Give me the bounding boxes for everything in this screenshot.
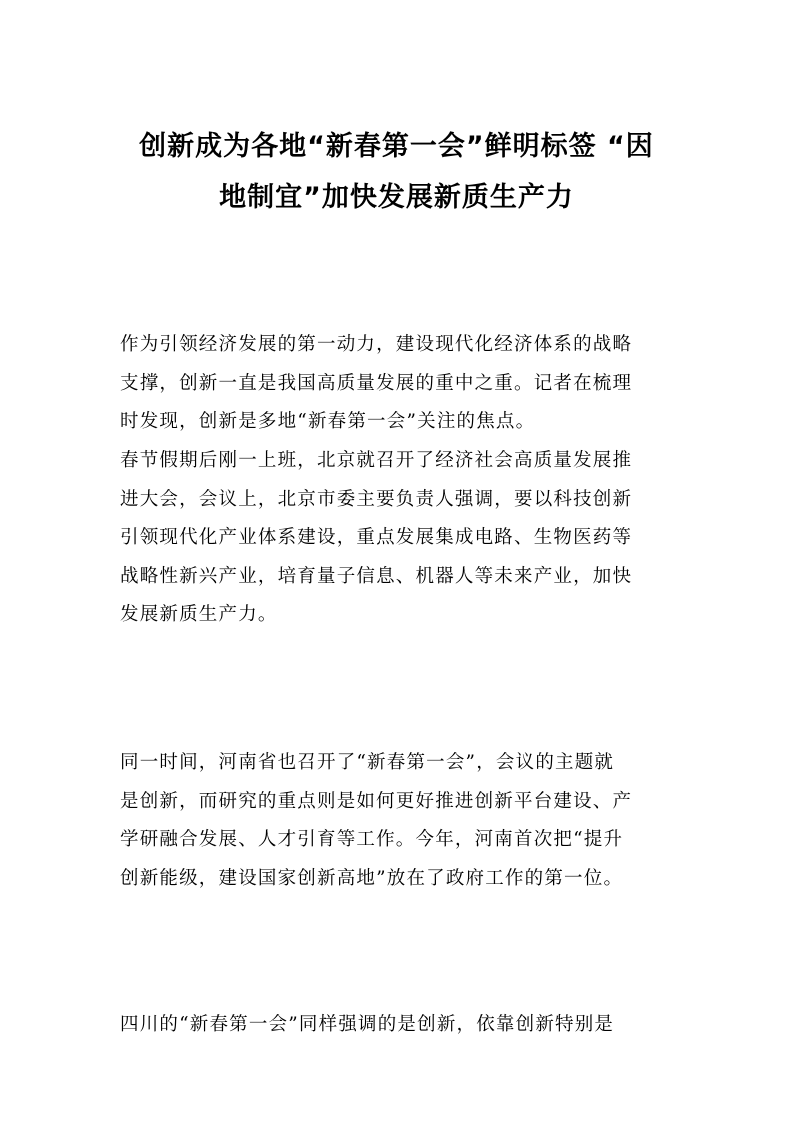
title-line: 创新成为各地“新春第一会”鲜明标签 “因 bbox=[139, 131, 654, 162]
text-line: 作为引领经济发展的第一动力，建设现代化经济体系的战略 bbox=[120, 334, 633, 355]
text-line: 同一时间，河南省也召开了“新春第一会”，会议的主题就 bbox=[120, 752, 615, 773]
text-line: 四川的“新春第一会”同样强调的是创新，依靠创新特别是 bbox=[120, 1014, 615, 1035]
text-line: 时发现，创新是多地“新春第一会”关注的焦点。 bbox=[120, 411, 536, 433]
text-line: 引领现代化产业体系建设，重点发展集成电路、生物医药等 bbox=[120, 527, 633, 549]
text-line: 发展新质生产力。 bbox=[120, 604, 278, 626]
paragraph-sichuan bbox=[120, 1006, 676, 1045]
paragraph-beijing bbox=[120, 442, 676, 635]
document-title bbox=[110, 121, 683, 223]
text-line: 进大会，会议上，北京市委主要负责人强调，要以科技创新 bbox=[120, 488, 633, 510]
text-line: 学研融合发展、人才引育等工作。今年，河南首次把“提升 bbox=[120, 829, 624, 851]
title-line: 地制宜”加快发展新质生产力 bbox=[219, 182, 574, 213]
paragraph-innovation-intro bbox=[120, 326, 676, 442]
text-line: 支撑，创新一直是我国高质量发展的重中之重。记者在梳理 bbox=[120, 372, 633, 394]
text-line: 战略性新兴产业，培育量子信息、机器人等未来产业，加快 bbox=[120, 565, 633, 587]
text-line: 春节假期后刚一上班，北京就召开了经济社会高质量发展推 bbox=[120, 450, 633, 471]
text-line: 是创新，而研究的重点则是如何更好推进创新平台建设、产 bbox=[120, 790, 633, 812]
text-line: 创新能级，建设国家创新高地”放在了政府工作的第一位。 bbox=[120, 867, 624, 889]
paragraph-henan bbox=[120, 744, 676, 898]
